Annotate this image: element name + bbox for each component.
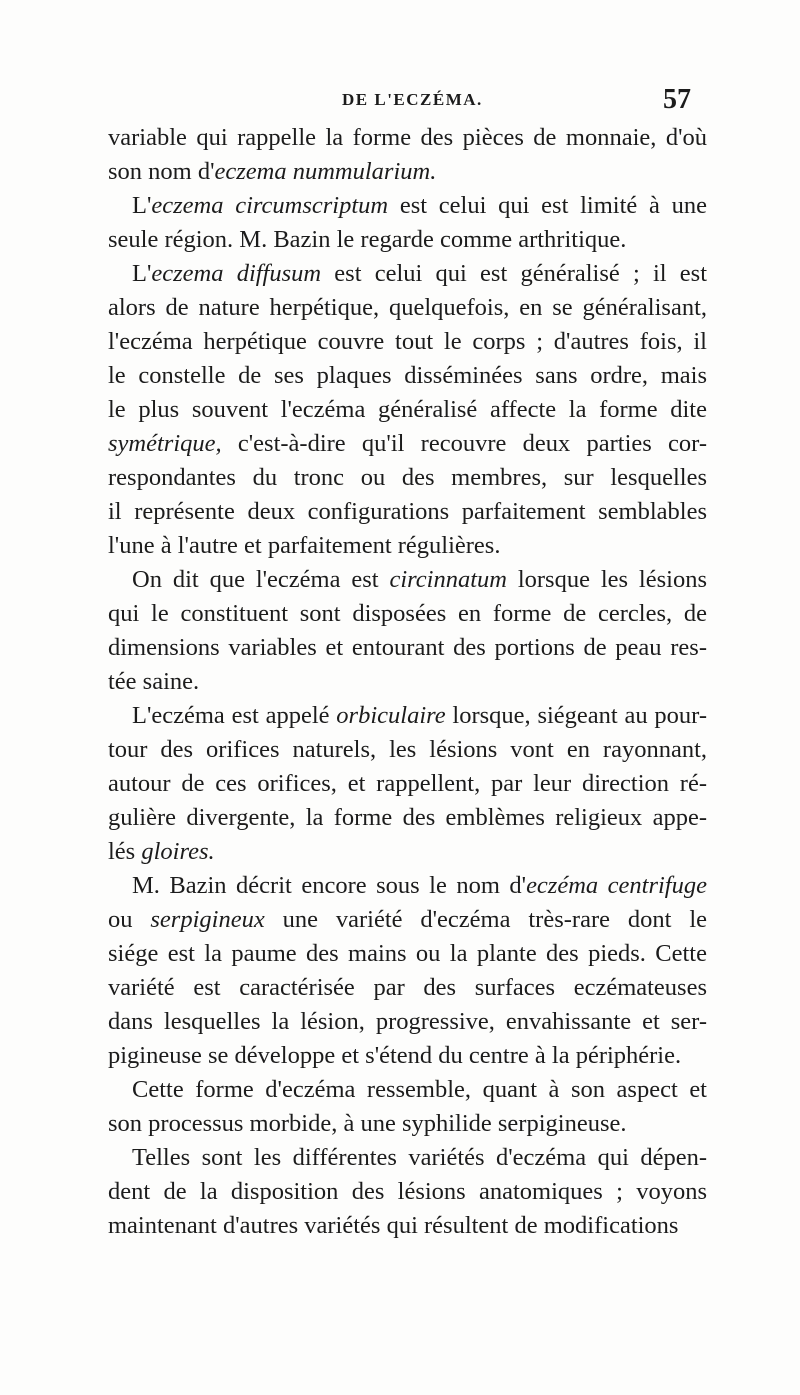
italic-run: eczéma centrifuge (526, 872, 707, 899)
text-line (108, 1039, 707, 1073)
text-run: le constelle de ses plaques disséminées sans ordre, mais (108, 362, 707, 389)
paragraph (108, 1141, 707, 1243)
text-run: qui le constituent sont disposées en forme de cercles, de (108, 600, 707, 627)
text-line (108, 631, 707, 665)
text-run: son nom d' (108, 158, 215, 185)
text-line (108, 461, 707, 495)
page-header (0, 84, 800, 114)
text-line (108, 1209, 707, 1243)
italic-run: eczema nummularium. (214, 158, 437, 185)
text-run: On dit que l'eczéma est (132, 566, 390, 593)
text-line (108, 835, 707, 869)
running-title: DE L'ECZÉMA. (342, 90, 483, 109)
text-line (108, 155, 707, 189)
text-line (108, 699, 707, 733)
text-line (108, 869, 707, 903)
text-line (108, 393, 707, 427)
text-line (108, 427, 707, 461)
italic-run: symétrique, (108, 430, 222, 457)
text-run: est celui qui est limité à une (388, 192, 707, 219)
text-run: le plus souvent l'eczéma généralisé affecte la forme dite (108, 396, 707, 423)
paragraph (108, 257, 707, 563)
text-line (108, 223, 707, 257)
italic-run: serpigineux (150, 906, 265, 933)
text-run: autour de ces orifices, et rappellent, par leur direction ré- (108, 770, 707, 797)
text-line (108, 971, 707, 1005)
text-run: pigineuse se développe et s'étend du centre à la périphérie. (108, 1042, 682, 1069)
text-run: Telles sont les différentes variétés d'eczéma qui dépen- (132, 1144, 707, 1171)
text-run: c'est-à-dire qu'il recouvre deux parties cor- (221, 430, 707, 457)
paragraph (108, 1073, 707, 1141)
text-run: variété est caractérisée par des surfaces eczémateuses (108, 974, 707, 1001)
text-run: son processus morbide, à une syphilide serpigineuse. (108, 1110, 627, 1137)
italic-run: gloires. (141, 838, 215, 865)
text-run: L'eczéma est appelé (132, 702, 337, 729)
text-line (108, 937, 707, 971)
text-run: respondantes du tronc ou des membres, sur lesquelles (108, 464, 707, 491)
text-line (108, 121, 707, 155)
text-line (108, 733, 707, 767)
text-run: M. Bazin décrit encore sous le nom d' (132, 872, 527, 899)
text-line (108, 767, 707, 801)
text-line (108, 1175, 707, 1209)
paragraph (108, 121, 707, 189)
text-run: maintenant d'autres variétés qui résultent de modifications (108, 1212, 679, 1239)
text-run: siége est la paume des mains ou la plante des pieds. Cette (108, 940, 707, 967)
text-line (108, 1005, 707, 1039)
text-line (108, 1141, 707, 1175)
text-run: l'une à l'autre et parfaitement régulières. (108, 532, 501, 559)
text-line (108, 291, 707, 325)
text-run: seule région. M. Bazin le regarde comme arthritique. (108, 226, 627, 253)
text-line (108, 1107, 707, 1141)
text-run: l'eczéma herpétique couvre tout le corps ; d'autres fois, il (108, 328, 707, 355)
paragraph (108, 869, 707, 1073)
text-line (108, 257, 707, 291)
text-line (108, 903, 707, 937)
italic-run: orbiculaire (336, 702, 446, 729)
body-text (108, 121, 707, 1243)
text-run: gulière divergente, la forme des emblèmes religieux appe- (108, 804, 707, 831)
text-line (108, 1073, 707, 1107)
paragraph (108, 189, 707, 257)
text-run: lorsque, siégeant au pour- (445, 702, 707, 729)
text-run: est celui qui est généralisé ; il est (321, 260, 707, 287)
text-line (108, 325, 707, 359)
text-line (108, 189, 707, 223)
text-run: ou (108, 906, 151, 933)
text-line (108, 597, 707, 631)
text-run: une variété d'eczéma très-rare dont le (264, 906, 707, 933)
text-run: dans lesquelles la lésion, progressive, envahissante et ser- (108, 1008, 707, 1035)
text-run: il représente deux configurations parfaitement semblables (108, 498, 707, 525)
italic-run: eczema circumscriptum (151, 192, 389, 219)
text-run: lés (108, 838, 142, 865)
text-run: tour des orifices naturels, les lésions vont en rayonnant, (108, 736, 707, 763)
text-line (108, 665, 707, 699)
italic-run: eczema diffusum (151, 260, 322, 287)
text-line (108, 563, 707, 597)
text-run: dent de la disposition des lésions anatomiques ; voyons (108, 1178, 707, 1205)
paragraph (108, 563, 707, 699)
text-line (108, 495, 707, 529)
text-run: alors de nature herpétique, quelquefois, en se généralisant, (108, 294, 707, 321)
italic-run: circinnatum (389, 566, 507, 593)
text-run: L' (132, 260, 152, 287)
text-run: L' (132, 192, 152, 219)
text-run: lorsque les lésions (506, 566, 707, 593)
text-run: Cette forme d'eczéma ressemble, quant à son aspect et (132, 1076, 707, 1103)
text-run: tée saine. (108, 668, 200, 695)
text-line (108, 801, 707, 835)
page-number: 57 (663, 84, 691, 115)
text-run: variable qui rappelle la forme des pièces de monnaie, d'où (108, 124, 707, 151)
text-run: dimensions variables et entourant des portions de peau res- (108, 634, 707, 661)
text-line (108, 529, 707, 563)
paragraph (108, 699, 707, 869)
text-line (108, 359, 707, 393)
